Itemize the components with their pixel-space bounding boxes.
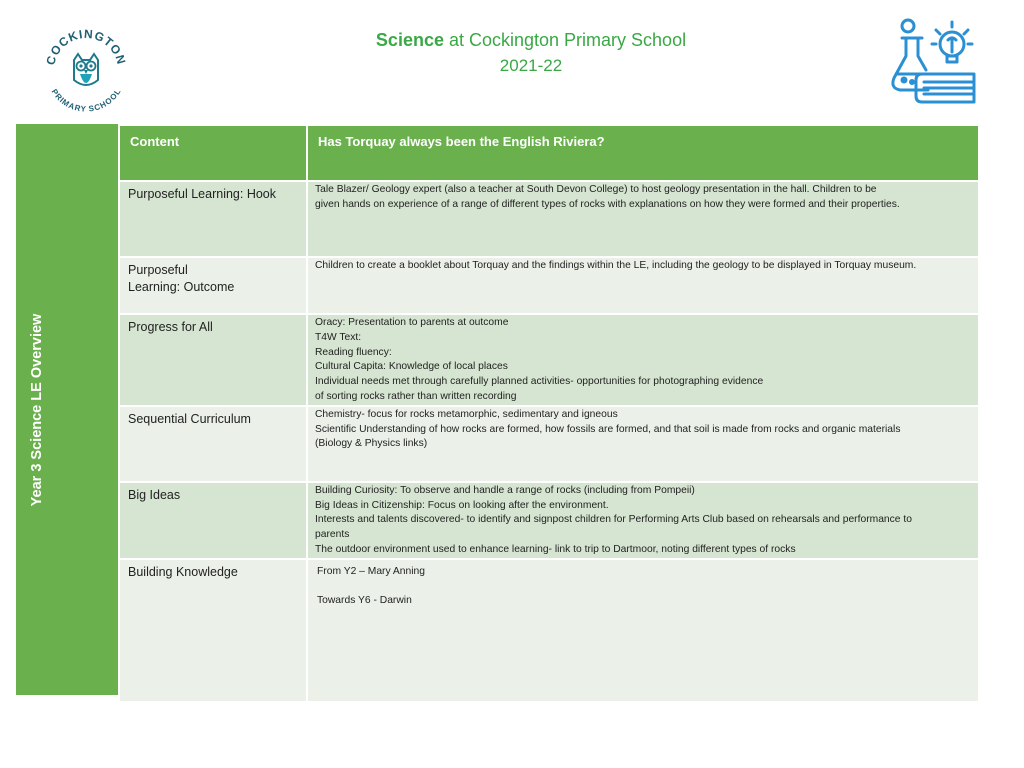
logo-bottom-text: PRIMARY SCHOOL [49, 87, 123, 114]
table-row-hook [119, 181, 979, 257]
table-row-progress [119, 314, 979, 406]
row-content-cell [307, 257, 979, 314]
content-line: (Biology & Physics links) [315, 438, 428, 450]
row-label: Purposeful Learning: Hook [128, 187, 277, 201]
table-header-row [119, 125, 979, 181]
row-label-cell [119, 181, 307, 257]
row-label: Purposeful [128, 263, 188, 277]
row-content-cell [307, 314, 979, 406]
content-line: The outdoor environment used to enhance learning- link to trip to Dartmoor, noting different types of rocks [315, 543, 796, 555]
overview-table [118, 124, 980, 703]
content-line: Scientific Understanding of how rocks are formed, how fossils are formed, and that soil is made from rocks and organic materials [315, 423, 901, 435]
content-line: From Y2 – Mary Anning [317, 565, 425, 577]
row-label-cell [119, 257, 307, 314]
row-content-cell [307, 559, 979, 702]
content-line: Big Ideas in Citizenship: Focus on looking after the environment. [315, 499, 609, 511]
content-line: Towards Y6 - Darwin [317, 594, 412, 606]
row-label: Learning: Outcome [128, 280, 235, 294]
content-line: parents [315, 529, 350, 541]
page-title [300, 28, 762, 78]
title-subject: Science [375, 30, 444, 50]
content-line: Reading fluency: [315, 346, 392, 358]
content-line: of sorting rocks rather than written recording [315, 390, 517, 402]
content-line: Individual needs met through carefully planned activities- opportunities for photographing evidence [315, 376, 764, 388]
content-line: Building Curiosity: To observe and handle a range of rocks (including from Pompeii) [315, 484, 695, 496]
row-label-cell [119, 406, 307, 482]
logo-top-text: COCKINGTON [43, 26, 129, 67]
row-label-cell [119, 314, 307, 406]
content-line: Children to create a booklet about Torquay and the findings within the LE, including the geology to be displayed in Torquay museum. [315, 260, 917, 271]
row-content-cell [307, 482, 979, 559]
content-line: T4W Text: [315, 331, 362, 343]
content-line: given hands on experience of a range of different types of rocks with explanations on how they were formed and their properties. [315, 198, 900, 210]
row-label-cell [119, 559, 307, 702]
table-row-big-ideas [119, 482, 979, 559]
header-content-cell [119, 125, 307, 181]
content-line: Oracy: Presentation to parents at outcome [315, 317, 509, 328]
svg-text:PRIMARY SCHOOL [50, 87, 123, 113]
row-content-cell [307, 406, 979, 482]
row-label: Progress for All [128, 320, 213, 334]
title-year: 2021-22 [499, 56, 563, 75]
table-row-outcome [119, 257, 979, 314]
row-label: Big Ideas [128, 487, 181, 502]
row-content-cell [307, 181, 979, 257]
content-line: Cultural Capita: Knowledge of local places [315, 361, 508, 373]
science-flask-book-icon [888, 16, 980, 108]
table-row-sequential [119, 406, 979, 482]
owl-logo-icon [40, 22, 132, 114]
row-label: Building Knowledge [128, 564, 238, 579]
header-question-cell [307, 125, 979, 181]
row-label-cell [119, 482, 307, 559]
content-line: Tale Blazer/ Geology expert (also a teacher at South Devon College) to host geology presentation in the hall. Children to be [315, 184, 877, 195]
table-row-building-knowledge [119, 559, 979, 702]
content-line: Chemistry- focus for rocks metamorphic, sedimentary and igneous [315, 408, 618, 420]
content-line: Interests and talents discovered- to identify and signpost children for Performing Arts Club based on rehearsals and performance to [315, 514, 912, 526]
school-logo [40, 22, 132, 114]
title-school: at Cockington Primary School [443, 30, 687, 50]
header-question-label: Has Torquay always been the English Riviera? [318, 134, 605, 149]
row-label: Sequential Curriculum [128, 411, 251, 426]
header-content-label: Content [130, 134, 180, 149]
side-label: Year 3 Science LE Overview [29, 313, 45, 507]
